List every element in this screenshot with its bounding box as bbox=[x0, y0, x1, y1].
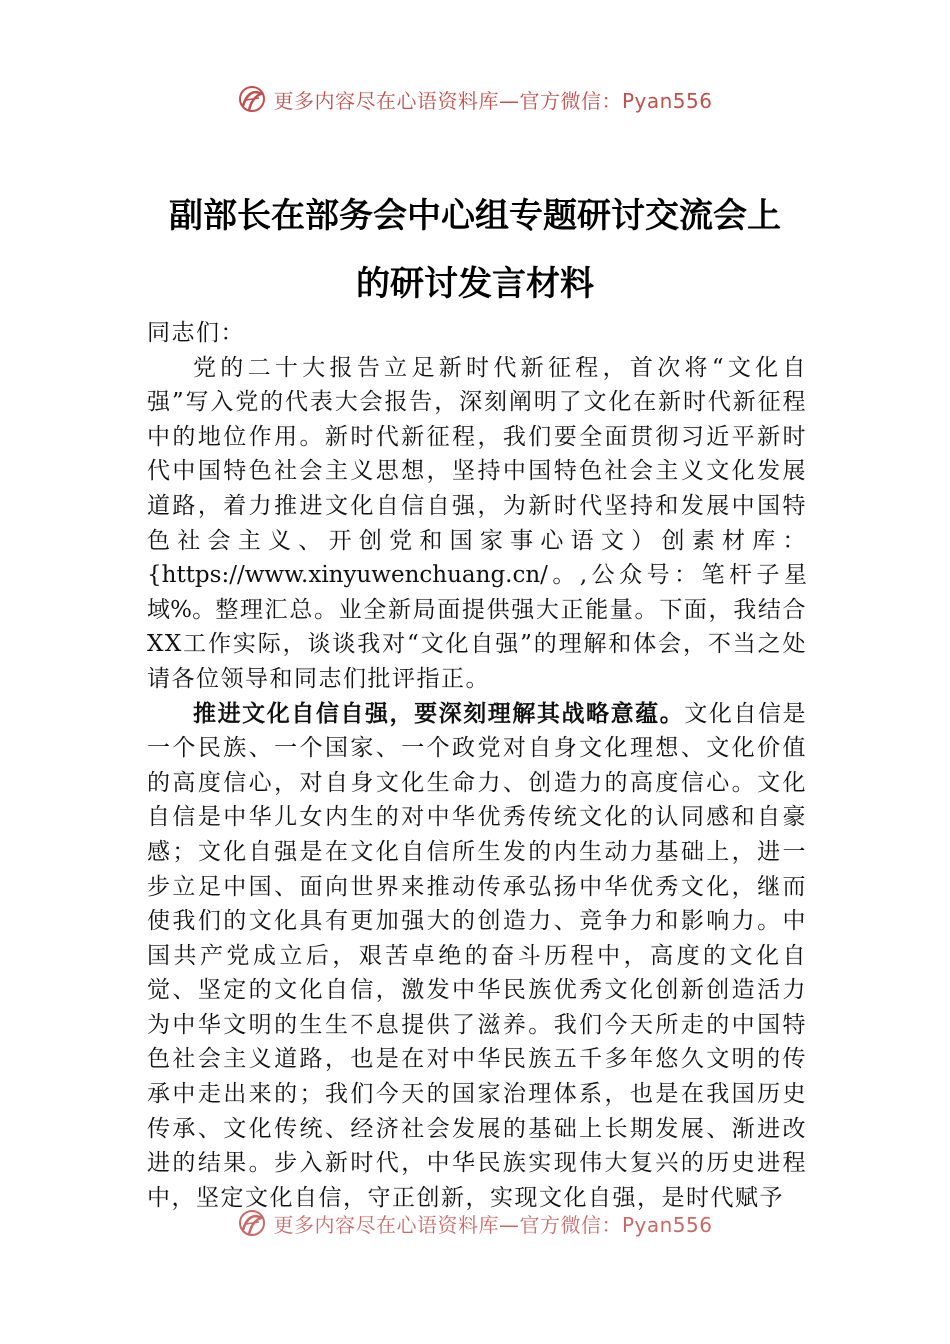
watermark-text: 更多内容尽在心语资料库—官方微信：Pyan556 bbox=[273, 88, 713, 113]
paragraph-strategy-text: 文化自信是一个民族、一个国家、一个政党对自身文化理想、文化价值的高度信心，对自身文化生命力、创造力的高度信心。文化自信是中华儿女内生的对中华优秀传统文化的认同感和自豪感；文化自强是在文化自信所生发的内生动力基础上，进一步立足中国、面向世界来推动传承弘扬中华优秀文化，继而使我们的文化具有更加强大的创造力、竞争力和影响力。中国共产党成立后，艰苦卓绝的奋斗历程中，高度的文化自觉、坚定的文化自信，激发中华民族优秀文化创新创造活力为中华文明的生生不息提供了滋养。我们今天所走的中国特色社会主义道路，也是在对中华民族五千多年悠久文明的传承中走出来的；我们今天的国家治理体系，也是在我国历史传承、文化传统、经济社会发展的基础上长期发展、渐进改进的结果。步入新时代，中华民族实现伟大复兴的历史进程中，坚定文化自信，守正创新，实现文化自强，是时代赋予 bbox=[147, 700, 807, 1211]
signature-logo-icon bbox=[237, 1208, 267, 1238]
paragraph-intro bbox=[147, 351, 807, 697]
salutation: 同志们： bbox=[147, 320, 245, 346]
watermark-text: 更多内容尽在心语资料库—官方微信：Pyan556 bbox=[273, 1212, 713, 1237]
footer-watermark bbox=[0, 1208, 950, 1238]
paragraph-strategy-heading: 推进文化自信自强，要深刻理解其战略意蕴。 bbox=[193, 699, 685, 727]
paragraph-intro-text-b: 整理汇总。业全新局面提供强大正能量。下面，我结合XX工作实际，谈谈我对“文化自强”的理解和体会，不当之处请各位领导和同志们批评指正。 bbox=[147, 596, 808, 692]
signature-logo-icon bbox=[237, 84, 267, 114]
paragraph-strategy bbox=[147, 697, 807, 1216]
document-title-line2: 的研讨发言材料 bbox=[356, 264, 594, 304]
paragraph-intro-text-a: 党的二十大报告立足新时代新征程，首次将“文化自强”写入党的代表大会报告，深刻阐明了文化在新时代新征程中的地位作用。新时代新征程，我们要全面贯彻习近平新时代中国特色社会主义思想，坚持中国特色社会主义文化发展道路，着力推进文化自信自强，为新时代坚持和发展中国特色社会主义、开创党和国家事心语文）创素材库： bbox=[147, 354, 807, 554]
header-watermark bbox=[0, 84, 950, 114]
paragraph-intro-url: {https://www.xinyuwenchuang.cn/。,公众号：笔杆子星域%。 bbox=[147, 562, 807, 623]
document-title-line1: 副部长在部务会中心组专题研讨交流会上 bbox=[169, 196, 781, 236]
document-body bbox=[147, 316, 807, 1215]
